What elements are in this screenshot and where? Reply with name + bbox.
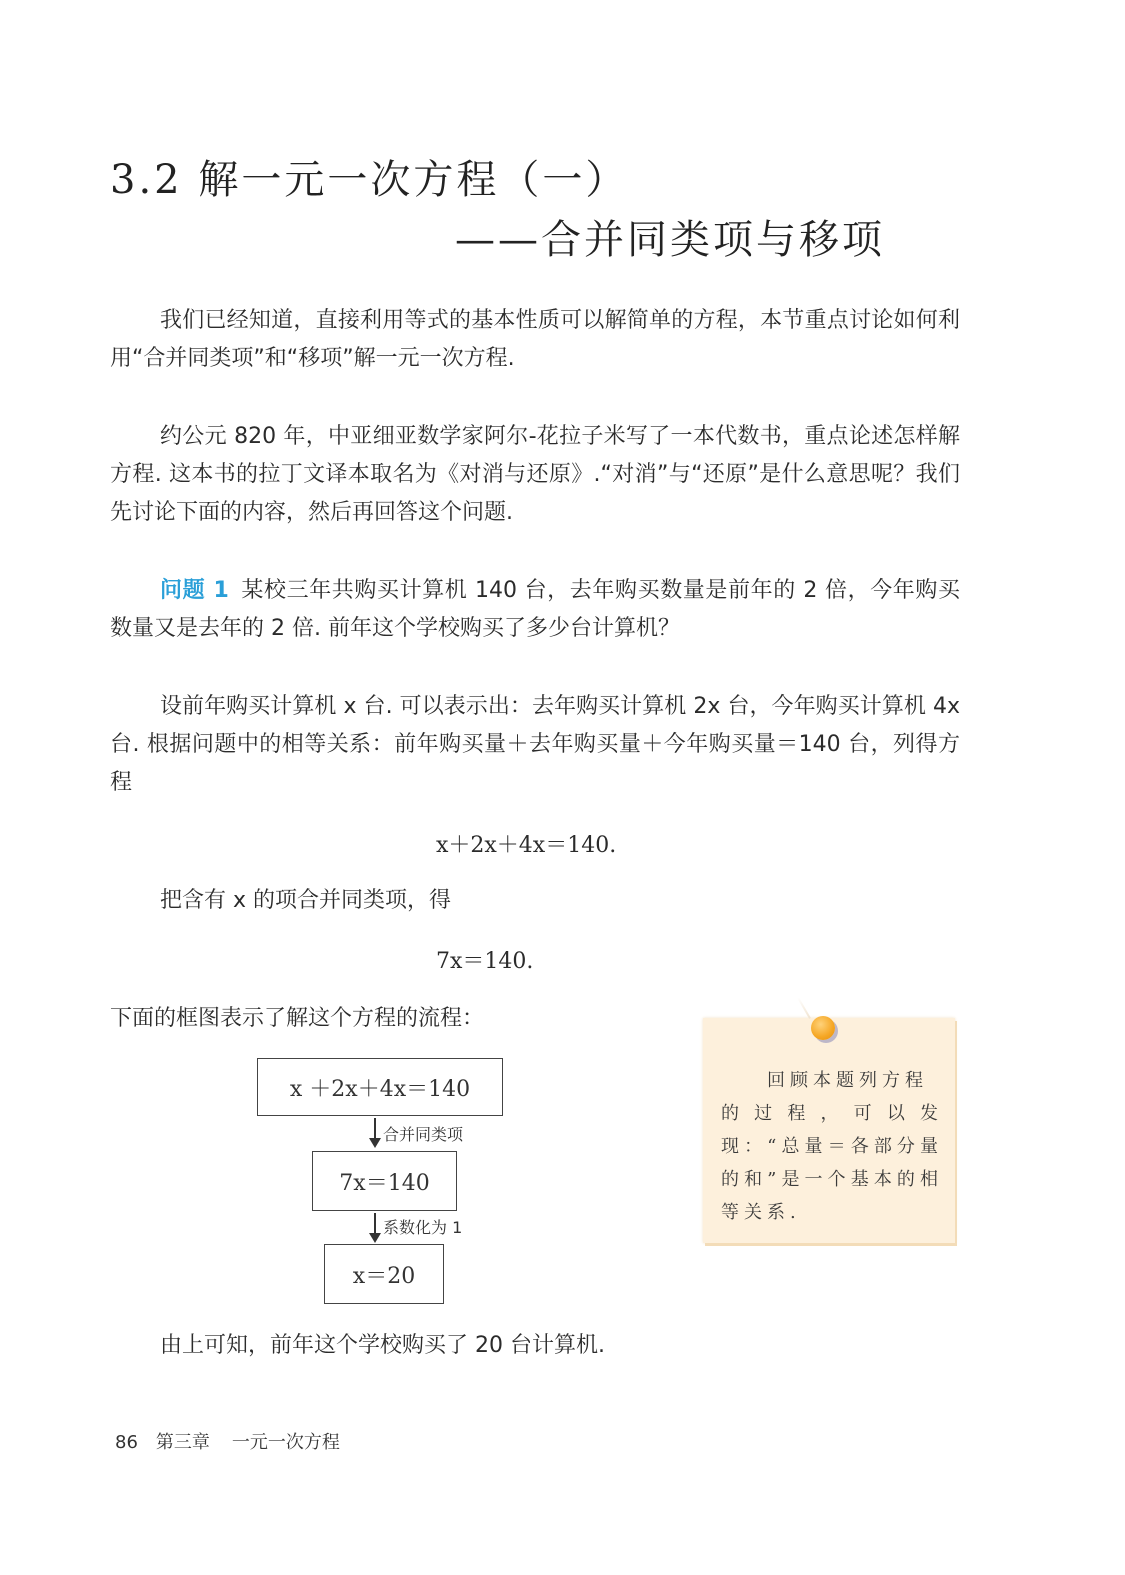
history-paragraph: 约公元 820 年，中亚细亚数学家阿尔-花拉子米写了一本代数书，重点论述怎样解方程. 这本书的拉丁文译本取名为《对消与还原》.“对消”与“还原”是什么意思呢？我们先讨论下面的内容，然后再回答这个问题. [110,424,960,525]
chapter-title: 一元一次方程 [231,1432,340,1453]
setup-paragraph: 设前年购买计算机 x 台. 可以表示出：去年购买计算机 2x 台，今年购买计算机 4x 台. 根据问题中的相等关系：前年购买量＋去年购买量＋今年购买量＝140 台，列得方程 [110,694,960,795]
flow-box-simplified-equation: 7x＝140 [312,1151,457,1211]
flow-step-normalize: 系数化为 1 [383,1218,463,1237]
flow-box-original-equation: x ＋2x＋4x＝140 [257,1058,503,1116]
note-line-1: 回顾本题列方程 [767,1070,928,1091]
sticky-note [703,1018,955,1243]
chapter-label: 第三章 [155,1432,210,1453]
page-footer [115,1428,340,1454]
conclusion-paragraph: 由上可知，前年这个学校购买了 20 台计算机. [160,1333,605,1358]
section-title: 3.2 解一元一次方程（一） [110,157,629,203]
equation-1: x＋2x＋4x＝140. [436,833,617,858]
equation-2: 7x＝140. [436,949,534,974]
combine-paragraph: 把含有 x 的项合并同类项，得 [160,888,452,913]
arrow-down-icon [374,1118,376,1146]
page-number: 86 [115,1432,138,1453]
note-rest: 的过程，可以发现：“总量＝各部分量的和”是一个基本的相等关系. [721,1103,943,1223]
problem-label: 问题 1 [160,578,229,603]
problem-paragraph [110,572,960,648]
arrow-down-icon [374,1213,376,1241]
pin-thread [797,997,811,1019]
problem-text: 某校三年共购买计算机 140 台，去年购买数量是前年的 2 倍，今年购买数量又是去年的 2 倍. 前年这个学校购买了多少台计算机？ [110,578,961,641]
note-text [721,1064,943,1229]
flow-box-solution: x＝20 [324,1244,444,1304]
pushpin-icon [811,1016,835,1040]
flow-step-combine: 合并同类项 [383,1125,464,1144]
intro-paragraph: 我们已经知道，直接利用等式的基本性质可以解简单的方程，本节重点讨论如何利用“合并同类项”和“移项”解一元一次方程. [110,308,960,371]
section-subtitle: ——合并同类项与移项 [455,217,885,263]
flow-intro-paragraph: 下面的框图表示了解这个方程的流程： [110,1006,485,1031]
